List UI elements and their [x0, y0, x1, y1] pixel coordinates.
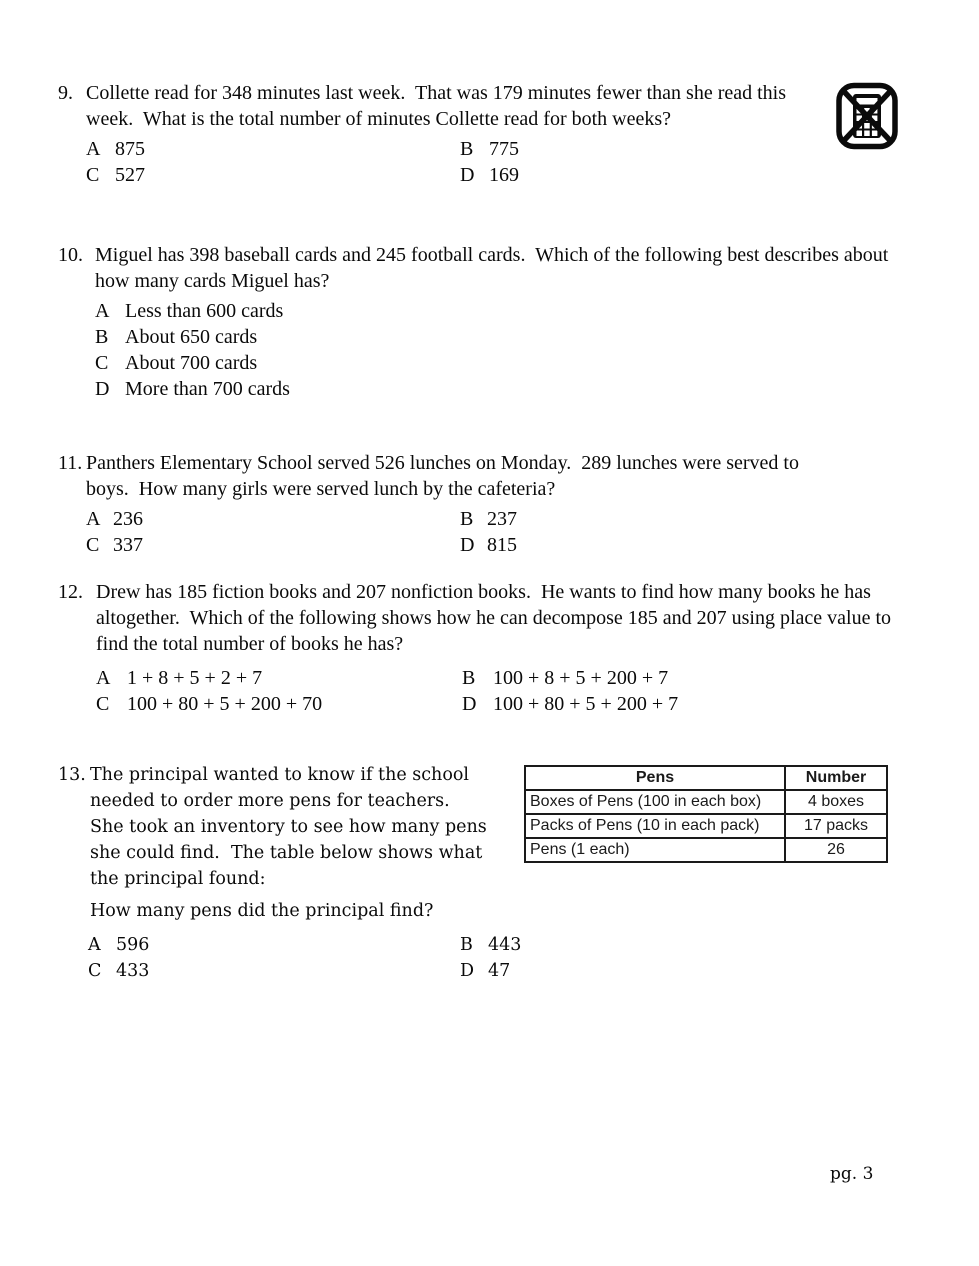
table-row: [525, 838, 887, 862]
pens-table: [524, 765, 888, 863]
option-letter: C: [95, 352, 109, 374]
option-letter: C: [96, 693, 110, 715]
table-header-pens: Pens: [525, 766, 785, 790]
table-cell-count: 17 packs: [785, 814, 887, 838]
option-letter: B: [460, 138, 474, 160]
option-d: [462, 691, 948, 717]
option-b: [460, 136, 818, 162]
option-value: Less than 600 cards: [125, 300, 284, 322]
options-list: [95, 298, 918, 402]
question-9: [58, 80, 818, 188]
option-letter: D: [95, 378, 110, 400]
option-value: 596: [116, 935, 150, 955]
question-text: Collette read for 348 minutes last week. That was 179 minutes fewer than she read this week. What is the total number of minutes Collette read for both weeks?: [86, 82, 791, 130]
option-value: About 650 cards: [125, 326, 258, 348]
options-grid: [88, 932, 838, 984]
option-value: 47: [488, 961, 511, 981]
question-number: 9.: [58, 82, 73, 104]
option-d: [460, 532, 838, 558]
option-value: 100 + 80 + 5 + 200 + 70: [127, 693, 323, 715]
option-letter: B: [460, 508, 474, 530]
table-row: [525, 790, 887, 814]
option-value: 1 + 8 + 5 + 2 + 7: [127, 667, 263, 689]
option-c: [95, 350, 918, 376]
option-value: 236: [113, 508, 143, 530]
question-text: The principal wanted to know if the school needed to order more pens for teachers. She took an inventory to see how many pens she could find. The table below shows what the principal found:: [90, 765, 493, 889]
option-value: 443: [488, 935, 522, 955]
option-a: [95, 298, 918, 324]
option-letter: D: [460, 164, 475, 186]
option-d: [95, 376, 918, 402]
option-letter: C: [86, 164, 100, 186]
table-cell-count: 4 boxes: [785, 790, 887, 814]
option-letter: D: [462, 693, 477, 715]
option-c: [86, 532, 460, 558]
option-b: [460, 506, 838, 532]
option-value: 337: [113, 534, 143, 556]
option-letter: A: [86, 138, 101, 160]
option-letter: B: [95, 326, 109, 348]
question-text: Miguel has 398 baseball cards and 245 football cards. Which of the following best describes about how many cards Miguel has?: [95, 244, 894, 292]
options-grid: [86, 136, 818, 188]
option-value: 100 + 80 + 5 + 200 + 7: [493, 693, 679, 715]
option-d: [460, 958, 838, 984]
option-value: 100 + 8 + 5 + 200 + 7: [493, 667, 669, 689]
option-value: 237: [487, 508, 517, 530]
option-letter: B: [462, 667, 476, 689]
question-followup: How many pens did the principal find?: [90, 901, 434, 921]
option-letter: A: [86, 508, 101, 530]
no-calculator-icon: [836, 82, 898, 155]
option-value: 433: [116, 961, 150, 981]
question-number: 10.: [58, 244, 83, 266]
option-a: [88, 932, 460, 958]
option-letter: A: [88, 935, 101, 955]
option-c: [88, 958, 460, 984]
page-number: pg. 3: [830, 1164, 874, 1184]
option-value: More than 700 cards: [125, 378, 290, 400]
option-value: 815: [487, 534, 517, 556]
table-cell-item: Pens (1 each): [525, 838, 785, 862]
question-number: 11.: [58, 452, 83, 474]
option-value: 875: [115, 138, 145, 160]
option-b: [462, 665, 948, 691]
table-cell-count: 26: [785, 838, 887, 862]
option-value: 169: [489, 164, 519, 186]
option-b: [95, 324, 918, 350]
option-letter: A: [95, 300, 110, 322]
option-a: [86, 506, 460, 532]
table-cell-item: Packs of Pens (10 in each pack): [525, 814, 785, 838]
option-b: [460, 932, 838, 958]
question-12: [58, 579, 948, 717]
question-10: [58, 242, 918, 402]
option-letter: B: [460, 935, 473, 955]
table-row: [525, 814, 887, 838]
table-cell-item: Boxes of Pens (100 in each box): [525, 790, 785, 814]
option-d: [460, 162, 818, 188]
option-letter: C: [86, 534, 100, 556]
option-value: 775: [489, 138, 519, 160]
option-letter: C: [88, 961, 102, 981]
options-grid: [96, 665, 948, 717]
option-value: About 700 cards: [125, 352, 258, 374]
question-number: 12.: [58, 581, 83, 603]
option-c: [86, 162, 460, 188]
option-a: [86, 136, 460, 162]
options-grid: [86, 506, 838, 558]
option-value: 527: [115, 164, 145, 186]
question-text: Panthers Elementary School served 526 lunches on Monday. 289 lunches were served to boys. How many girls were served lunch by the cafeteria?: [86, 452, 804, 500]
option-letter: A: [96, 667, 111, 689]
option-c: [96, 691, 462, 717]
question-11: [58, 450, 838, 558]
option-letter: D: [460, 534, 475, 556]
question-text: Drew has 185 fiction books and 207 nonfiction books. He wants to find how many books he has altogether. Which of the following shows how he can decompose 185 and 207 using place value to find the total number of books he has?: [96, 581, 896, 655]
option-a: [96, 665, 462, 691]
table-header-number: Number: [785, 766, 887, 790]
question-number: 13.: [58, 765, 86, 785]
option-letter: D: [460, 961, 475, 981]
table-header-row: [525, 766, 887, 790]
